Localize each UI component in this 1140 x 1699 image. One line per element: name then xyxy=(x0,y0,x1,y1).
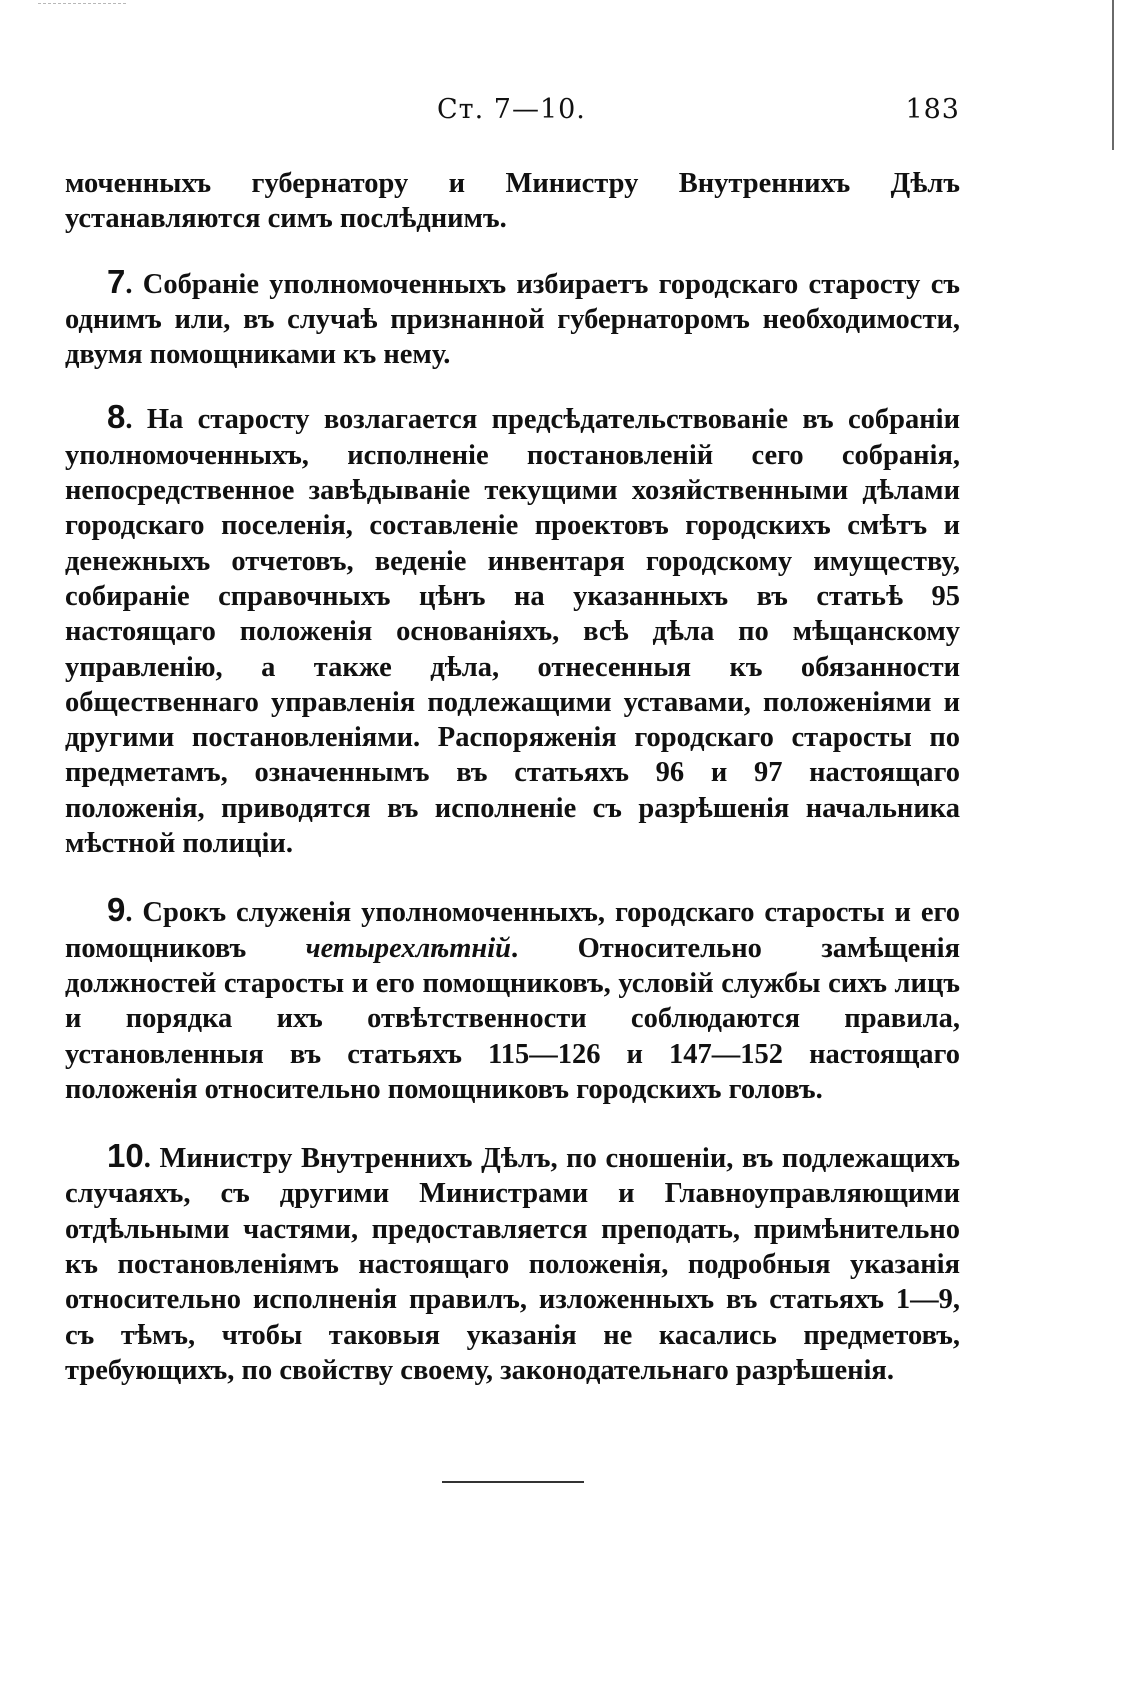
section-separator xyxy=(442,1481,584,1483)
article-text: . Собраніе уполномоченныхъ избираетъ городскаго старосту съ однимъ или, въ случаѣ признанной губернаторомъ необходимости, двумя помощниками къ нему. xyxy=(65,268,960,371)
article-text-before: . Срокъ служенія уполномоченныхъ, городскаго старосты и его помощниковъ xyxy=(65,897,960,964)
article-text: . Министру Внутреннихъ Дѣлъ, по сношеніи, въ подлежащихъ случаяхъ, съ другими Министрами и Главноуправляющими отдѣльными частями, предоставляется преподать, примѣнительно къ постановленіямъ настоящаго положенія, подробныя указанія относительно исполненія правилъ, изложенныхъ въ статьяхъ 1—9, съ тѣмъ, чтобы таковыя указанія не касались предметовъ, требующихъ, по свойству своему, законодательнаго разрѣшенія. xyxy=(65,1143,960,1386)
page-header xyxy=(60,94,960,134)
article-8 xyxy=(65,399,960,861)
article-number: 10 xyxy=(107,1137,144,1175)
article-number: 8 xyxy=(107,398,126,436)
article-number: 7 xyxy=(107,262,126,300)
header-title: Ст. 7—10. xyxy=(437,94,586,125)
article-10 xyxy=(65,1138,960,1388)
document-body xyxy=(65,166,960,1388)
paragraph-continuation xyxy=(65,166,960,237)
corner-mark xyxy=(38,3,126,4)
article-text: . На старосту возлагается предсѣдательствованіе въ собраніи уполномоченныхъ, исполненіе постановленій сего собранія, непосредственное завѣдываніе текущими хозяйственными дѣлами городскаго поселенія, составленіе проектовъ городскихъ смѣтъ и денежныхъ отчетовъ, веденіе инвентаря городскому имуществу, собираніе справочныхъ цѣнъ на указанныхъ въ статьѣ 95 настоящаго положенія основаніяхъ, всѣ дѣла по мѣщанскому управленію, а также дѣла, отнесенныя къ обязанности общественнаго управленія подлежащими уставами, положеніями и другими постановленіями. Распоряженія городскаго старосты по предметамъ, означеннымъ въ статьяхъ 96 и 97 настоящаго положенія, приводятся въ исполненіе съ разрѣшенія начальника мѣстной полиціи. xyxy=(65,404,960,860)
page-number: 183 xyxy=(905,94,960,125)
article-number: 9 xyxy=(107,891,126,929)
article-text-after: . Относительно замѣщенія должностей старосты и его помощниковъ, условій службы сихъ лицъ и порядка ихъ отвѣтственности соблюдаются правила, установленныя въ статьяхъ 115—126 и 147—152 настоящаго положенія относительно помощниковъ городскихъ головъ. xyxy=(65,932,961,1105)
paragraph-text: моченныхъ губернатору и Министру Внутреннихъ Дѣлъ устанавляются симъ послѣднимъ. xyxy=(65,168,960,235)
article-7 xyxy=(65,264,960,373)
article-italic-term: четырехлѣтній xyxy=(305,932,512,964)
article-9 xyxy=(65,892,960,1107)
page-edge-line xyxy=(1112,0,1114,150)
